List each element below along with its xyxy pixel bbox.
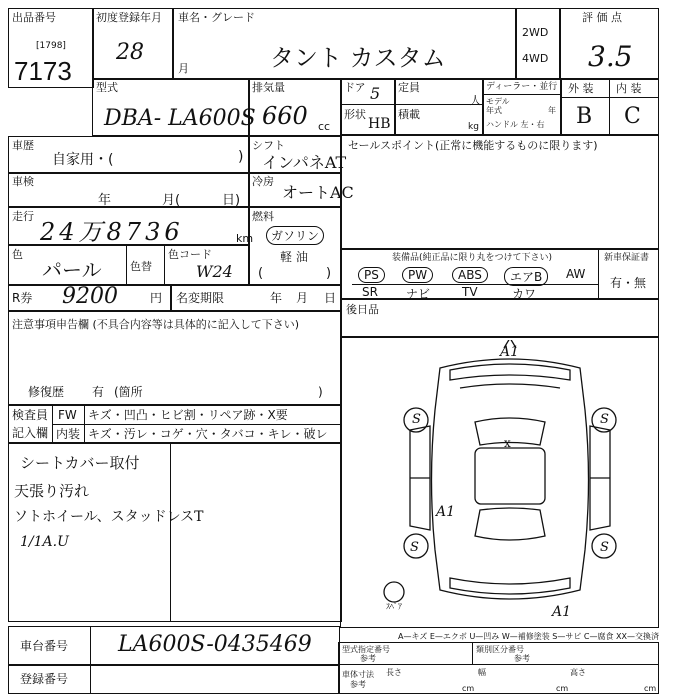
- doors-value: 5: [370, 84, 381, 103]
- history-box: [8, 136, 250, 174]
- mileage-value: 24万8736: [40, 218, 184, 246]
- width-cm: cm: [556, 684, 569, 693]
- mileage-label: 走行: [12, 210, 34, 223]
- name-change-label: 名変期限: [176, 291, 225, 305]
- displacement-label: 排気量: [252, 81, 285, 94]
- lot-sub: [1798]: [36, 41, 66, 51]
- equip-tv: TV: [462, 285, 478, 299]
- equipment-split: [598, 248, 599, 300]
- equip-pw: PW: [402, 267, 433, 283]
- repair-close: ): [318, 385, 323, 399]
- model-year-label: モデル: [486, 97, 510, 106]
- equipment-label: 装備品(純正品に限り丸をつけて下さい): [392, 253, 553, 263]
- equip-abs: ABS: [452, 267, 488, 283]
- warranty-label: 新車保証書: [604, 253, 650, 263]
- lot-label: 出品番号: [12, 11, 56, 24]
- class-num-sub: 参考: [514, 654, 530, 663]
- notes-label: 注意事項申告欄 (不具合内容等は具体的に記入して下さい): [12, 318, 300, 331]
- mark-a1-bottom: A1: [552, 604, 572, 620]
- warranty-value: 有・無: [610, 276, 647, 290]
- first-reg-label: 初度登録年月: [96, 11, 162, 24]
- color-split2: [164, 244, 165, 286]
- dims-label: 車体寸法: [342, 670, 374, 679]
- inspection-month: 月(: [162, 193, 181, 208]
- memo-line-1: シートカバー取付: [20, 454, 140, 472]
- length-label: 長さ: [386, 668, 402, 677]
- inspector-label1: 検査員: [12, 408, 49, 422]
- mark-s-fr: S: [600, 412, 609, 427]
- car-diagram: [380, 340, 640, 620]
- memo-line-2: 天張り汚れ: [14, 482, 90, 500]
- recycle-value: 9200: [62, 284, 118, 309]
- inspection-day: 日): [222, 193, 241, 208]
- inspector-divider: [52, 424, 342, 425]
- int-label-insp: 内装: [56, 427, 81, 441]
- color-split1: [126, 244, 127, 286]
- mileage-unit: km: [236, 232, 254, 245]
- width-label: 幅: [478, 668, 486, 677]
- plate-label: 登録番号: [20, 672, 69, 686]
- int-label: 内 装: [616, 82, 642, 95]
- name-change-year: 年: [270, 291, 283, 305]
- color-code-label: 色コード: [168, 248, 212, 261]
- handle-label: ハンドル 左・右: [486, 120, 545, 129]
- body-value: HB: [368, 116, 391, 132]
- ext-int-split: [609, 78, 610, 136]
- color-change-label: 色替: [130, 260, 152, 273]
- height-cm: cm: [644, 684, 657, 693]
- memo-line-4: 1/1A.U: [20, 534, 69, 550]
- bottom-right-split: [472, 642, 473, 664]
- int-value: C: [624, 104, 641, 129]
- car-name-value: タント カスタム: [270, 44, 446, 72]
- memo-inner-right: [170, 442, 171, 622]
- model-num-label: 型式指定番号: [342, 645, 390, 654]
- inspection-year: 年: [98, 193, 112, 208]
- first-reg-month-unit: 月: [178, 62, 189, 75]
- mark-s-rl: S: [410, 540, 419, 555]
- shift-value: インパネAT: [262, 153, 347, 172]
- doors-divider: [340, 104, 396, 105]
- ext-int-divider: [560, 97, 659, 98]
- history-label: 車歴: [12, 139, 34, 152]
- equip-aw: AW: [566, 267, 586, 281]
- fuel-paren-close: ): [326, 266, 332, 281]
- height-label: 高さ: [570, 668, 586, 677]
- mark-x: x: [504, 436, 511, 450]
- memo-line-3: ソトホイール、スタッドレスT: [14, 509, 204, 525]
- equip-airbag: エアB: [504, 267, 548, 286]
- ext-label: 外 装: [568, 82, 594, 95]
- int-items: キズ・汚レ・コゲ・穴・タバコ・キレ・破レ: [88, 427, 328, 441]
- chassis-value: LA600S-0435469: [118, 632, 312, 657]
- drive-4wd: 4WD: [522, 52, 549, 65]
- fw-items: キズ・凹凸・ヒビ割・リペア跡・X要: [88, 408, 288, 422]
- recycle-label: R券: [12, 291, 33, 305]
- inspection-box: [8, 172, 250, 208]
- model-label: 型式: [96, 81, 118, 94]
- spare-label: ｽﾍﾟｱ: [386, 602, 402, 611]
- drive-2wd: 2WD: [522, 26, 549, 39]
- color-code-value: W24: [196, 262, 233, 281]
- color-value: パール: [42, 258, 102, 282]
- rear-box: [340, 298, 659, 338]
- car-name-label: 車名・グレード: [178, 11, 255, 24]
- displacement-value: 660: [262, 102, 308, 130]
- history-close: ): [238, 149, 244, 165]
- load-label: 積載: [398, 108, 420, 121]
- name-change-month: 月: [296, 291, 309, 305]
- mark-a1-top: A1: [500, 344, 520, 360]
- model-value: DBA- LA600S: [104, 106, 256, 131]
- dealer-label: ディーラー・並行: [486, 82, 558, 92]
- lot-number: 7173: [14, 56, 72, 86]
- model-num-sub: 参考: [360, 654, 376, 663]
- fuel-gas: ガソリン: [266, 226, 324, 245]
- chassis-split: [90, 626, 91, 666]
- legend: A—キズ E—エクボ U—凹み W—補修塗装 S—サビ C—腐食 XX—交換済: [398, 632, 660, 641]
- rear-label: 後日品: [346, 303, 379, 316]
- model-year-label2: 年式: [486, 106, 502, 115]
- equip-navi: ナビ: [406, 287, 431, 301]
- dims-sub: 参考: [350, 680, 366, 689]
- recycle-unit: 円: [150, 291, 163, 305]
- fuel-paren-open: (: [258, 266, 264, 281]
- name-change-day: 日: [324, 291, 337, 305]
- mark-s-fl: S: [412, 412, 421, 427]
- chassis-label: 車台番号: [20, 639, 69, 653]
- capacity-divider: [394, 104, 484, 105]
- history-value: 自家用・(: [52, 152, 114, 168]
- ac-label: 冷房: [252, 175, 274, 188]
- inspector-label2: 記入欄: [12, 426, 49, 440]
- repair-label: 修復歴: [28, 385, 65, 399]
- repair-place: (箇所: [114, 385, 143, 399]
- score-value: 3.5: [588, 40, 633, 73]
- displacement-unit: cc: [318, 120, 331, 133]
- body-label: 形状: [344, 108, 366, 121]
- fuel-diesel: 軽 油: [280, 250, 308, 264]
- mark-s-rr: S: [600, 540, 609, 555]
- model-year-unit: 年: [548, 106, 556, 115]
- score-label: 評 価 点: [582, 11, 622, 24]
- equip-sr: SR: [362, 285, 378, 299]
- inspection-label: 車検: [12, 175, 34, 188]
- repair-value: 有: [92, 385, 105, 399]
- length-cm: cm: [462, 684, 475, 693]
- doors-label: ドア: [344, 81, 366, 94]
- equip-leather: カワ: [512, 287, 537, 301]
- mark-a1-left: A1: [436, 504, 456, 520]
- equip-ps: PS: [358, 267, 385, 283]
- first-reg-year: 28: [116, 40, 144, 65]
- fw-label: FW: [58, 408, 77, 422]
- ac-value: オートAC: [282, 183, 354, 202]
- class-num-label: 類別区分番号: [476, 645, 524, 654]
- ext-value: B: [576, 104, 593, 129]
- capacity-unit: 人: [470, 94, 481, 107]
- bottom-right-mid: [338, 664, 659, 665]
- dealer-divider: [482, 94, 562, 95]
- capacity-label: 定員: [398, 81, 420, 94]
- plate-split: [90, 664, 91, 694]
- fuel-label: 燃料: [252, 210, 274, 223]
- load-unit: kg: [468, 122, 479, 132]
- shift-label: シフト: [252, 139, 285, 152]
- color-label: 色: [12, 248, 23, 261]
- sales-label: セールスポイント(正常に機能するものに限ります): [348, 139, 598, 152]
- drive-box: [515, 8, 561, 80]
